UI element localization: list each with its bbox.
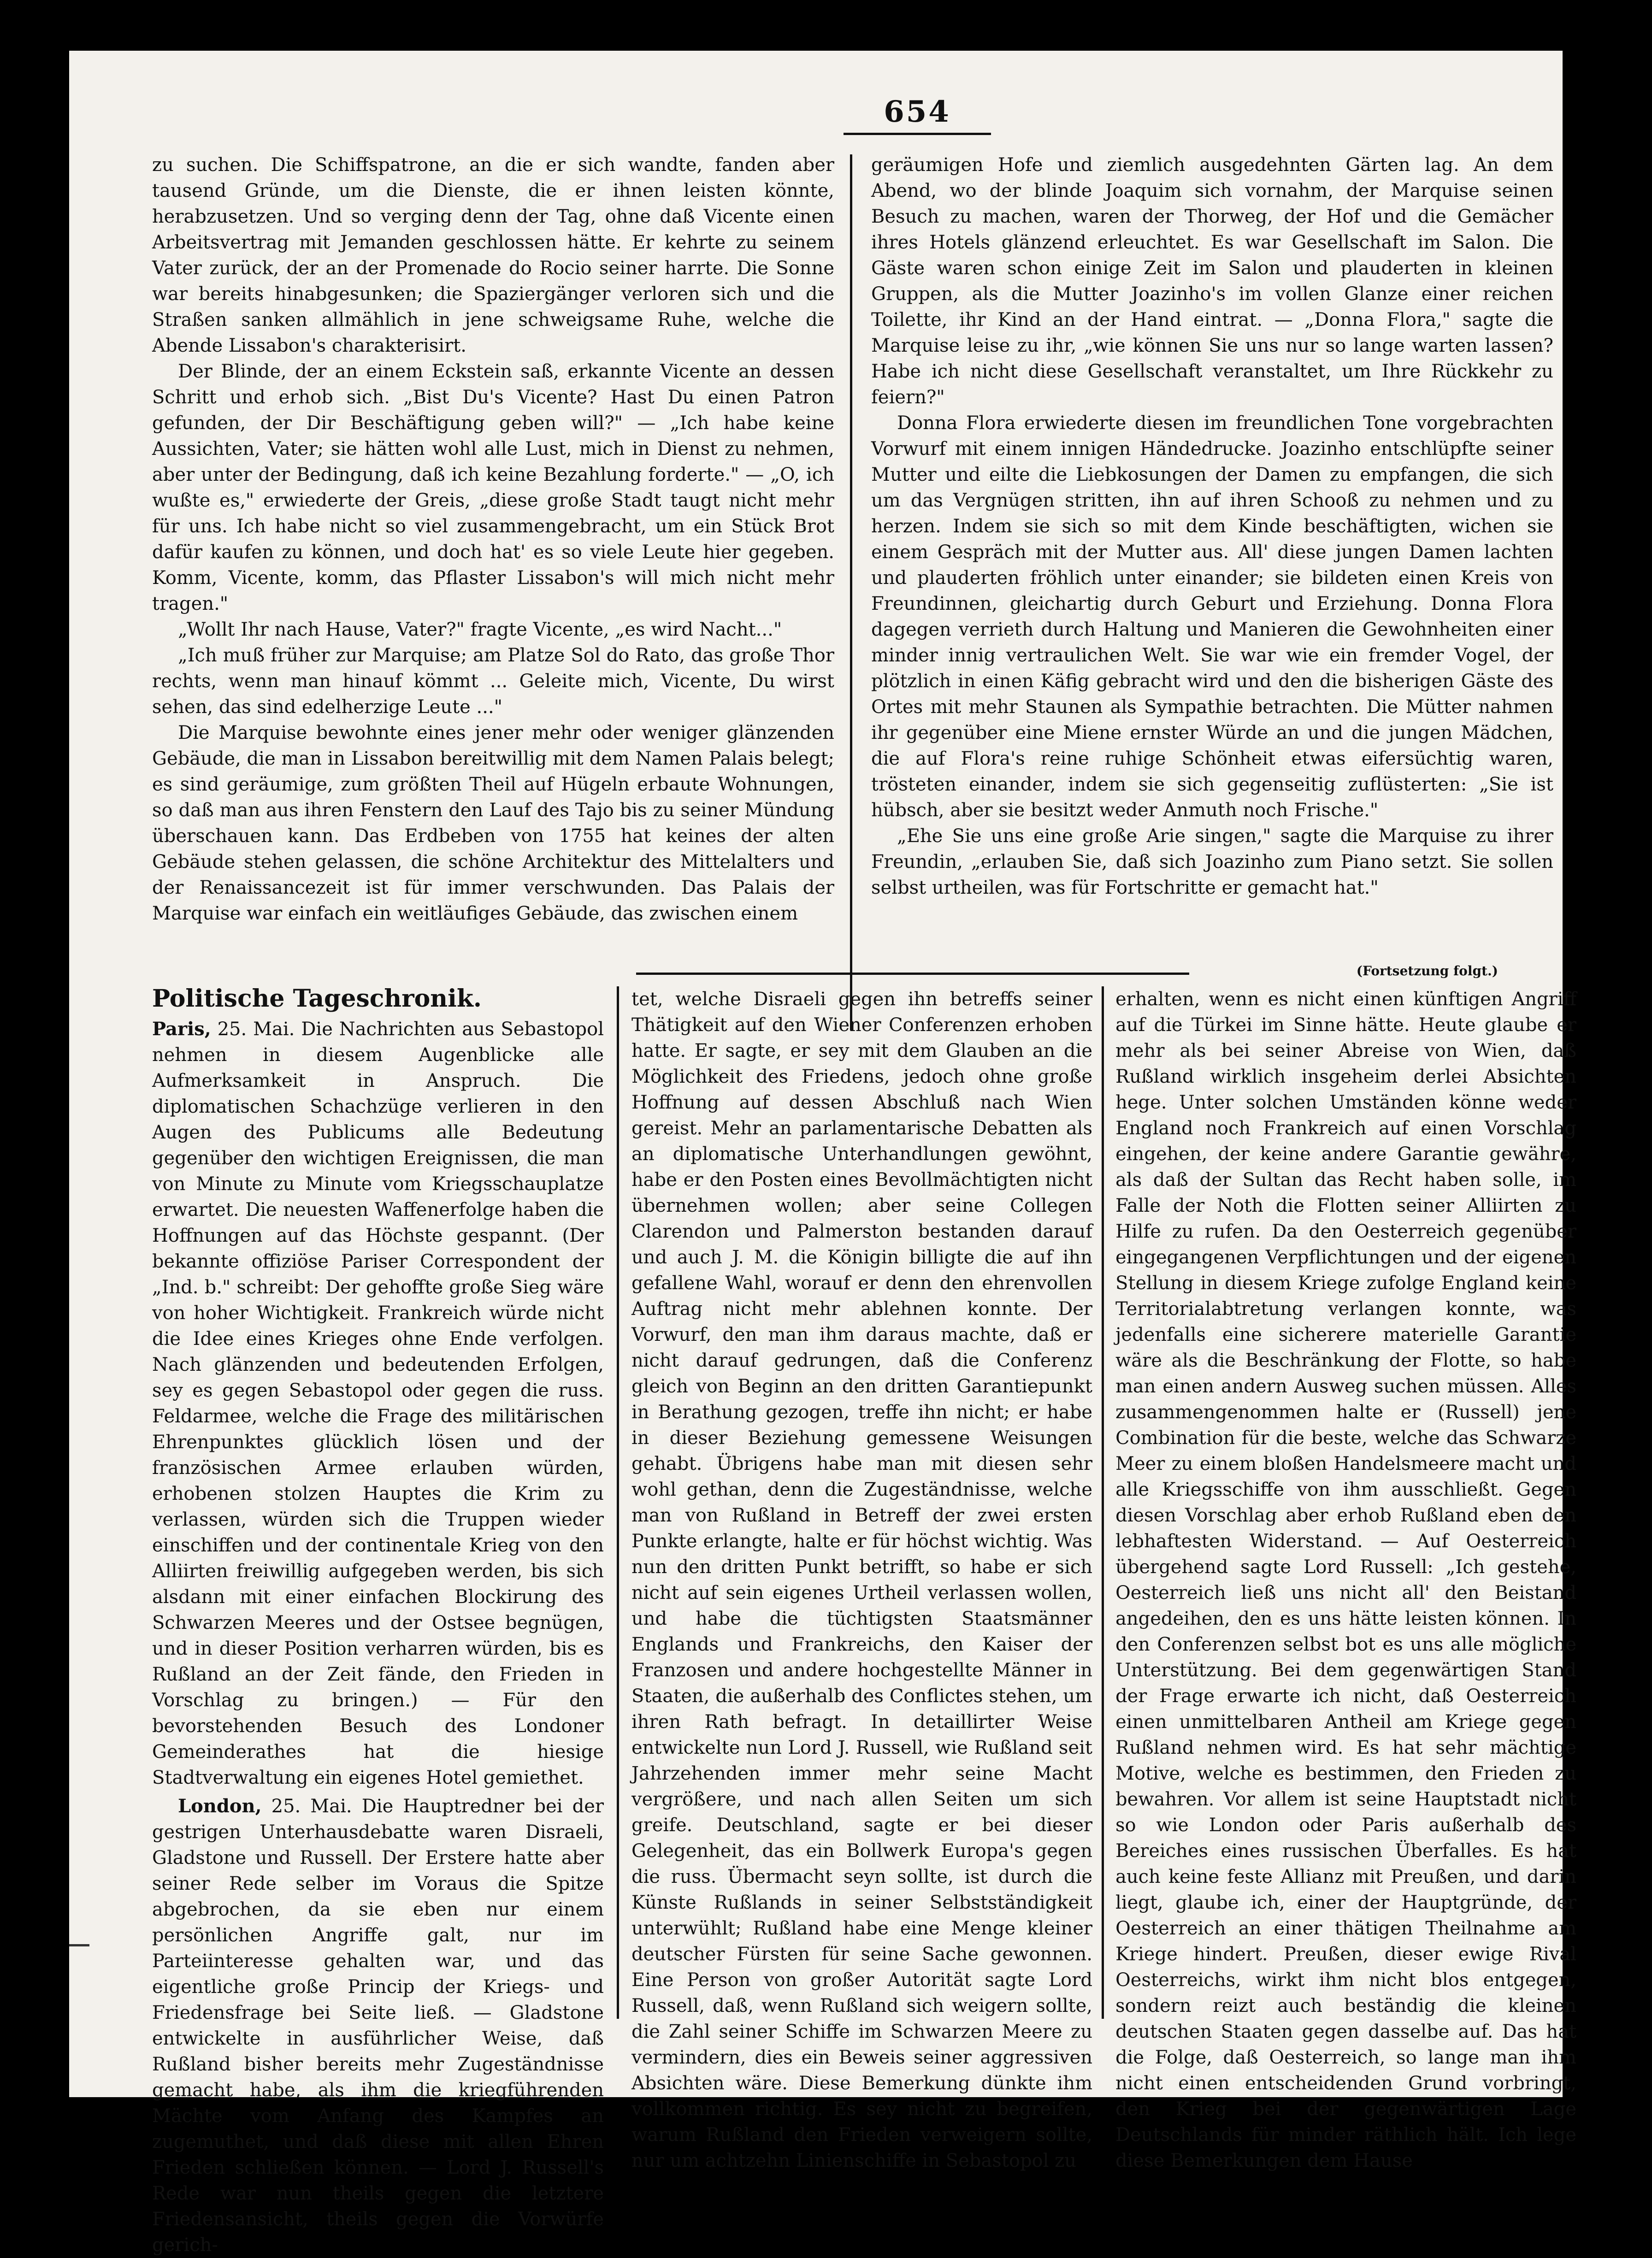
margin-mark bbox=[69, 1944, 89, 1946]
news-column-1 bbox=[152, 1016, 604, 2256]
column-rule bbox=[1102, 986, 1104, 2019]
london-dateline: London, bbox=[178, 1795, 262, 1817]
story-column-right bbox=[871, 152, 1553, 991]
story-paragraph: Die Marquise bewohnte eines jener mehr oder weniger glänzenden Gebäude, die man in Lissabon bereitwillig mit dem Namen Palais belegt; es sind geräumige, zum größten Theil auf Hügeln erbaute Wohnungen, so daß man aus ihren Fenstern den Lauf des Tajo bis zu seiner Mündung überschauen kann. Das Erdbeben von 1755 hat keines der alten Gebäude stehen gelassen, die schöne Architektur des Mittelalters und der Renaissancezeit ist für immer verschwunden. Das Palais der Marquise war einfach ein weitläufiges Gebäude, das zwischen einem bbox=[152, 722, 834, 924]
section-rule bbox=[636, 973, 1189, 975]
story-paragraph: „Ich muß früher zur Marquise; am Platze Sol do Rato, das große Thor rechts, wenn man hinauf kömmt ... Geleite mich, Vicente, Du wirst sehen, das sind edelherzige Leute ..." bbox=[152, 645, 834, 718]
story-paragraph: „Ehe Sie uns eine große Arie singen," sagte die Marquise zu ihrer Freundin, „erlauben Sie, daß sich Joazinho zum Piano setzt. Sie sollen selbst urtheilen, was für Fortschritte er gemacht hat." bbox=[871, 825, 1553, 898]
story-paragraph: zu suchen. Die Schiffspatrone, an die er sich wandte, fanden aber tausend Gründe, um die Dienste, die er ihnen leisten könnte, herabzusetzen. Und so verging denn der Tag, ohne daß Vicente einen Arbeitsvertrag mit Jemanden geschlossen hätte. Er kehrte zu seinem Vater zurück, der an der Promenade do Rocio seiner harrte. Die Sonne war bereits hinabgesunken; die Spaziergänger verloren sich und die Straßen sanken allmählich in jene schweigsame Ruhe, welche die Abende Lissabon's charakterisirt. bbox=[152, 154, 834, 356]
news-column-3 bbox=[1115, 986, 1576, 2171]
london-report bbox=[152, 1793, 604, 2258]
story-paragraph: Der Blinde, der an einem Eckstein saß, erkannte Vicente an dessen Schritt und erhob sich. „Bist Du's Vicente? Hast Du einen Patron gefunden, der Dir Beschäftigung geben will?" — „Ich habe keine Aussichten, Vater; sie hätten wohl alle Lust, mich in Dienst zu nehmen, aber unter der Bedingung, daß ich keine Bezahlung forderte." — „O, ich wußte es," erwiederte der Greis, „diese große Stadt taugt nicht mehr für uns. Ich habe nicht so viel zusammengebracht, um ein Stück Brot dafür kaufen zu können, und doch hat' es so viele Leute hier gegeben. Komm, Vicente, komm, das Pflaster Lissabon's will mich nicht mehr tragen." bbox=[152, 361, 834, 614]
paris-report bbox=[152, 1016, 604, 1791]
page-number: 654 bbox=[884, 94, 951, 129]
paris-date: 25. Mai. bbox=[217, 1019, 295, 1040]
column-rule bbox=[617, 986, 619, 2019]
story-column-left bbox=[152, 152, 834, 1019]
newspaper-page bbox=[69, 51, 1576, 2256]
continuation-note: (Fortsetzung folgt.) bbox=[1356, 963, 1498, 979]
story-paragraph: geräumigen Hofe und ziemlich ausgedehnten Gärten lag. An dem Abend, wo der blinde Joaquim sich vornahm, der Marquise seinen Besuch zu machen, waren der Thorweg, der Hof und die Gemächer ihres Hotels glänzend erleuchtet. Es war Gesellschaft im Salon. Die Gäste waren schon einige Zeit im Salon und plauderten in kleinen Gruppen, als die Mutter Joazinho's im vollen Glanze einer reichen Toilette, ihr Kind an der Hand eintrat. — „Donna Flora," sagte die Marquise leise zu ihr, „wie können Sie uns nur so lange warten lassen? Habe ich nicht diese Gesellschaft veranstaltet, um Ihre Rückkehr zu feiern?" bbox=[871, 154, 1553, 408]
london-report-continued: tet, welche Disraeli gegen ihn betreffs seiner Thätigkeit auf den Wiener Conferenzen erhoben hatte. Er sagte, er sey mit dem Glauben an die Möglichkeit des Friedens, jedoch ohne große Hoffnung auf dessen Abschluß nach Wien gereist. Mehr an parlamentarische Debatten als an diplomatische Unterhandlungen gewöhnt, habe er den Posten eines Bevollmächtigten nicht übernehmen wollen; aber seine Collegen Clarendon und Palmerston bestanden darauf und auch J. M. die Königin billigte die auf ihn gefallene Wahl, worauf er denn den ehrenvollen Auftrag nicht mehr ablehnen konnte. Der Vorwurf, den man ihm daraus machte, daß er nicht darauf gedrungen, daß die Conferenz gleich von Beginn an den dritten Garantiepunkt in Berathung gezogen, treffe ihn nicht; er habe in dieser Beziehung gemessene Weisungen gehabt. Übrigens habe man mit diesen sehr wohl gethan, denn die Zugeständnisse, welche man von Rußland in Betreff der zwei ersten Punkte erlangte, halte er für höchst wichtig. Was nun den dritten Punkt betrifft, so habe er sich nicht auf sein eigenes Urtheil verlassen wollen, und habe die tüchtigsten Staatsmänner Englands und Frankreichs, den Kaiser der Franzosen und andere hochgestellte Männer in Staaten, die außerhalb des Conflictes stehen, um ihren Rath befragt. In detaillirter Weise entwickelte nun Lord J. Russell, wie Rußland seit Jahrzehenden immer mehr seine Macht vergrößere, und nach allen Seiten um sich greife. Deutschland, sagte er bei dieser Gelegenheit, das ein Bollwerk Europa's gegen die russ. Übermacht seyn sollte, ist durch die Künste Rußlands in seiner Selbstständigkeit unterwühlt; Rußland habe eine Menge kleiner deutscher Fürsten für seine Sache gewonnen. Eine Person von großer Autorität sagte Lord Russell, daß, wenn Rußland sich weigern sollte, die Zahl seiner Schiffe im Schwarzen Meere zu vermindern, dies ein Beweis seiner aggressiven Absichten wäre. Diese Bemerkung dünkte ihm vollkommen richtig. Es sey nicht zu begreifen, warum Rußland den Frieden verweigern sollte, nur um achtzehn Linienschiffe in Sebastopol zu bbox=[631, 989, 1092, 2171]
story-column-divider bbox=[850, 154, 852, 1030]
paris-text: Die Nachrichten aus Sebastopol nehmen in diesem Augenblicke alle Aufmerksamkeit in Anspruch. Die diplomatischen Schachzüge verlieren in den Augen des Publicums alle Bedeutung gegenüber den wichtigen Ereignissen, die man von Minute zu Minute vom Kriegsschauplatze erwartet. Die neuesten Waffenerfolge haben die Hoffnungen auf das Höchste gespannt. (Der bekannte offiziöse Pariser Correspondent der „Ind. b." schreibt: Der gehoffte große Sieg wäre von hoher Wichtigkeit. Frankreich würde nicht die Idee eines Krieges ohne Ende verfolgen. Nach glänzenden und bedeutenden Erfolgen, sey es gegen Sebastopol oder gegen die russ. Feldarmee, welche die Frage des militärischen Ehrenpunktes glücklich lösen und der französischen Armee erlauben würden, erhobenen stolzen Hauptes die Krim zu verlassen, würden sich die Truppen wieder einschiffen und der continentale Krieg von den Alliirten freiwillig aufgegeben werden, bis sich alsdann mit einer einfachen Blockirung des Schwarzen Meeres und der Ostsee begnügen, und in dieser Position verharren würden, bis es Rußland an der Zeit fände, den Frieden in Vorschlag zu bringen.) — Für den bevorstehenden Besuch des Londoner Gemeinderathes hat die hiesige Stadtverwaltung ein eigenes Hotel gemiethet. bbox=[152, 1019, 604, 1788]
london-text: Die Hauptredner bei der gestrigen Unterhausdebatte waren Disraeli, Gladstone und Russell. Der Erstere hatte aber seiner Rede selber im Voraus die Spitze abgebrochen, da sie eben nur einem persönlichen Angriffe galt, nur im Parteiinteresse gehalten war, und das eigentliche große Princip der Kriegs- und Friedensfrage bei Seite ließ. — Gladstone entwickelte in ausführlicher Weise, daß Rußland bisher bereits mehr Zugeständnisse gemacht habe, als ihm die kriegführenden Mächte vom Anfang des Kampfes an zugemuthet, und daß diese mit allen Ehren Frieden schließen können. — Lord J. Russell's Rede war nun theils gegen die letztere Friedensansicht, theils gegen die Vorwürfe gerich- bbox=[152, 1796, 604, 2256]
section-title: Politische Tageschronik. bbox=[152, 985, 482, 1013]
story-paragraph: Donna Flora erwiederte diesen im freundlichen Tone vorgebrachten Vorwurf mit einem innigen Händedrucke. Joazinho entschlüpfte seiner Mutter und eilte die Liebkosungen der Damen zu empfangen, die sich um das Vergnügen stritten, ihn auf ihren Schooß zu nehmen und zu herzen. Indem sie sich so mit dem Kinde beschäftigten, wichen sie einem Gespräch mit der Mutter aus. All' diese jungen Damen lachten und plauderten fröhlich unter einander; sie bildeten einen Kreis von Freundinnen, gleichartig durch Geburt und Erziehung. Donna Flora dagegen verrieth durch Haltung und Manieren die Gewohnheiten einer minder innig vertraulichen Welt. Sie war wie ein fremder Vogel, der plötzlich in einen Käfig gebracht wird und den die bisherigen Gäste des Ortes mit mehr Staunen als Sympathie betrachten. Die Mütter nahmen ihr gegenüber eine Miene ernster Würde an und die jungen Mädchen, die auf Flora's reine ruhige Schönheit etwas eifersüchtig waren, trösteten einander, indem sie sich gegenseitig zuflüsterten: „Sie ist hübsch, aber sie besitzt weder Anmuth noch Frische." bbox=[871, 413, 1553, 821]
london-date: 25. Mai. bbox=[271, 1796, 352, 1817]
news-column-2 bbox=[631, 986, 1092, 2171]
page-number-rule bbox=[844, 133, 991, 135]
london-report-continued: erhalten, wenn es nicht einen künftigen Angriff auf die Türkei im Sinne hätte. Heute glaube er mehr als bei seiner Abreise von Wien, daß Rußland wirklich insgeheim derlei Absichten hege. Unter solchen Umständen könne weder England noch Frankreich auf einen Vorschlag eingehen, der keine andere Garantie gewähre, als daß der Sultan das Recht haben solle, im Falle der Noth die Flotten seiner Alliirten zu Hilfe zu rufen. Da den Oesterreich gegenüber eingegangenen Verpflichtungen und der eigenen Stellung in diesem Kriege zufolge England keine Territorialabtretung verlangen konnte, was jedenfalls eine sicherere materielle Garantie wäre als die Beschränkung der Flotte, so habe man einen andern Ausweg suchen müssen. Alles zusammengenommen halte er (Russell) jene Combination für die beste, welche das Schwarze Meer zu einem bloßen Handelsmeere macht und alle Kriegsschiffe von ihm ausschließt. Gegen diesen Vorschlag aber erhob Rußland eben den lebhaftesten Widerstand. — Auf Oesterreich übergehend sagte Lord Russell: „Ich gestehe, Oesterreich ließ uns nicht all' den Beistand angedeihen, den es uns hätte leisten können. In den Conferenzen selbst bot es uns alle mögliche Unterstützung. Bei dem gegenwärtigen Stand der Frage erwarte ich nicht, daß Oesterreich einen unmittelbaren Antheil am Kriege gegen Rußland nehmen wird. Es hat sehr mächtige Motive, welche es bestimmen, den Frieden zu bewahren. Vor allem ist seine Hauptstadt nicht so wie London oder Paris außerhalb des Bereiches eines russischen Überfalles. Es hat auch keine feste Allianz mit Preußen, und darin liegt, glaube ich, einer der Hauptgründe, der Oesterreich an einer thätigen Theilnahme am Kriege hindert. Preußen, dieser ewige Rival Oesterreichs, wirkt ihm nicht blos entgegen, sondern reizt auch beständig die kleinen deutschen Staaten gegen dasselbe auf. Das hat die Folge, daß Oesterreich, so lange man ihm nicht einen entscheidenden Grund vorbringt, den Krieg bei der gegenwärtigen Lage Deutschlands für minder räthlich hält. Ich lege diese Bemerkungen dem Hause bbox=[1115, 989, 1576, 2171]
story-paragraph: „Wollt Ihr nach Hause, Vater?" fragte Vicente, „es wird Nacht..." bbox=[178, 619, 782, 640]
paris-dateline: Paris, bbox=[152, 1018, 211, 1040]
